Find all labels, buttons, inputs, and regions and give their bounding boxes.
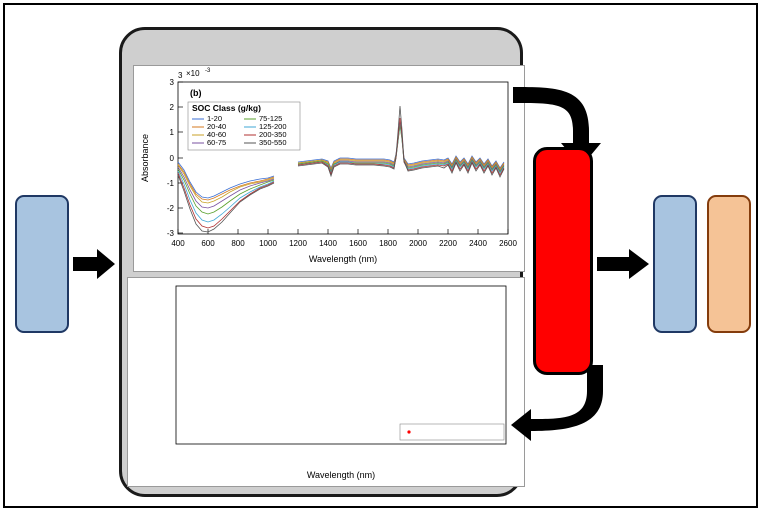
y-axis-exponent-sup: ×10: [186, 69, 200, 78]
svg-text:2600: 2600: [499, 239, 517, 248]
local-plsr-box: [653, 195, 697, 333]
lucas-spectral-data-box: [15, 195, 69, 333]
selected-variables-chart: [127, 277, 525, 487]
svg-text:2200: 2200: [439, 239, 457, 248]
svg-text:40-60: 40-60: [207, 130, 227, 139]
soc-class-legend: [188, 102, 300, 150]
svg-text:-2: -2: [166, 204, 174, 213]
x-axis-label: Wavelength (nm): [308, 254, 378, 264]
svg-text:1400: 1400: [319, 239, 337, 248]
diagram-frame: [3, 3, 758, 508]
svg-text:-1: -1: [166, 179, 174, 188]
x-axis-label-bottom: Wavelength (nm): [306, 470, 376, 480]
svg-text:-3: -3: [166, 229, 174, 238]
y-axis-label: Absorbance: [140, 133, 150, 183]
arrow-input-to-panel: [71, 247, 119, 281]
spectra-chart-svg: [134, 66, 524, 271]
y-axis-exponent: 3: [178, 71, 183, 80]
arrow-ga-to-plsr: [595, 247, 653, 281]
svg-text:2: 2: [169, 103, 174, 112]
svg-text:60-75: 60-75: [207, 138, 227, 147]
svg-text:1200: 1200: [289, 239, 307, 248]
spectra-chart: [133, 65, 525, 272]
svg-text:200-350: 200-350: [259, 130, 287, 139]
arrow-ga-to-panel: [511, 365, 607, 441]
svg-text:1600: 1600: [349, 239, 367, 248]
svg-text:1800: 1800: [379, 239, 397, 248]
panel-label-b: (b): [190, 88, 202, 98]
svg-text:SOC Class (g/kg): SOC Class (g/kg): [192, 103, 261, 113]
svg-text:2000: 2000: [409, 239, 427, 248]
svg-text:1-20: 1-20: [207, 114, 223, 123]
svg-text:3: 3: [169, 78, 174, 87]
y-axis-exponent-power: -3: [205, 68, 211, 74]
svg-text:125-200: 125-200: [259, 122, 287, 131]
svg-text:350-550: 350-550: [259, 138, 287, 147]
svg-text:1: 1: [169, 128, 174, 137]
svg-text:600: 600: [201, 239, 215, 248]
svg-text:400: 400: [171, 239, 185, 248]
soc-prediction-box: [707, 195, 751, 333]
selected-variables-svg: [128, 278, 524, 486]
svg-text:2400: 2400: [469, 239, 487, 248]
svg-text:20-40: 20-40: [207, 122, 227, 131]
svg-text:1000: 1000: [259, 239, 277, 248]
ga-method-box: [533, 147, 593, 375]
svg-text:800: 800: [231, 239, 245, 248]
svg-text:0: 0: [169, 154, 174, 163]
selected-variables-legend: [400, 424, 504, 440]
svg-text:75-125: 75-125: [259, 114, 283, 123]
